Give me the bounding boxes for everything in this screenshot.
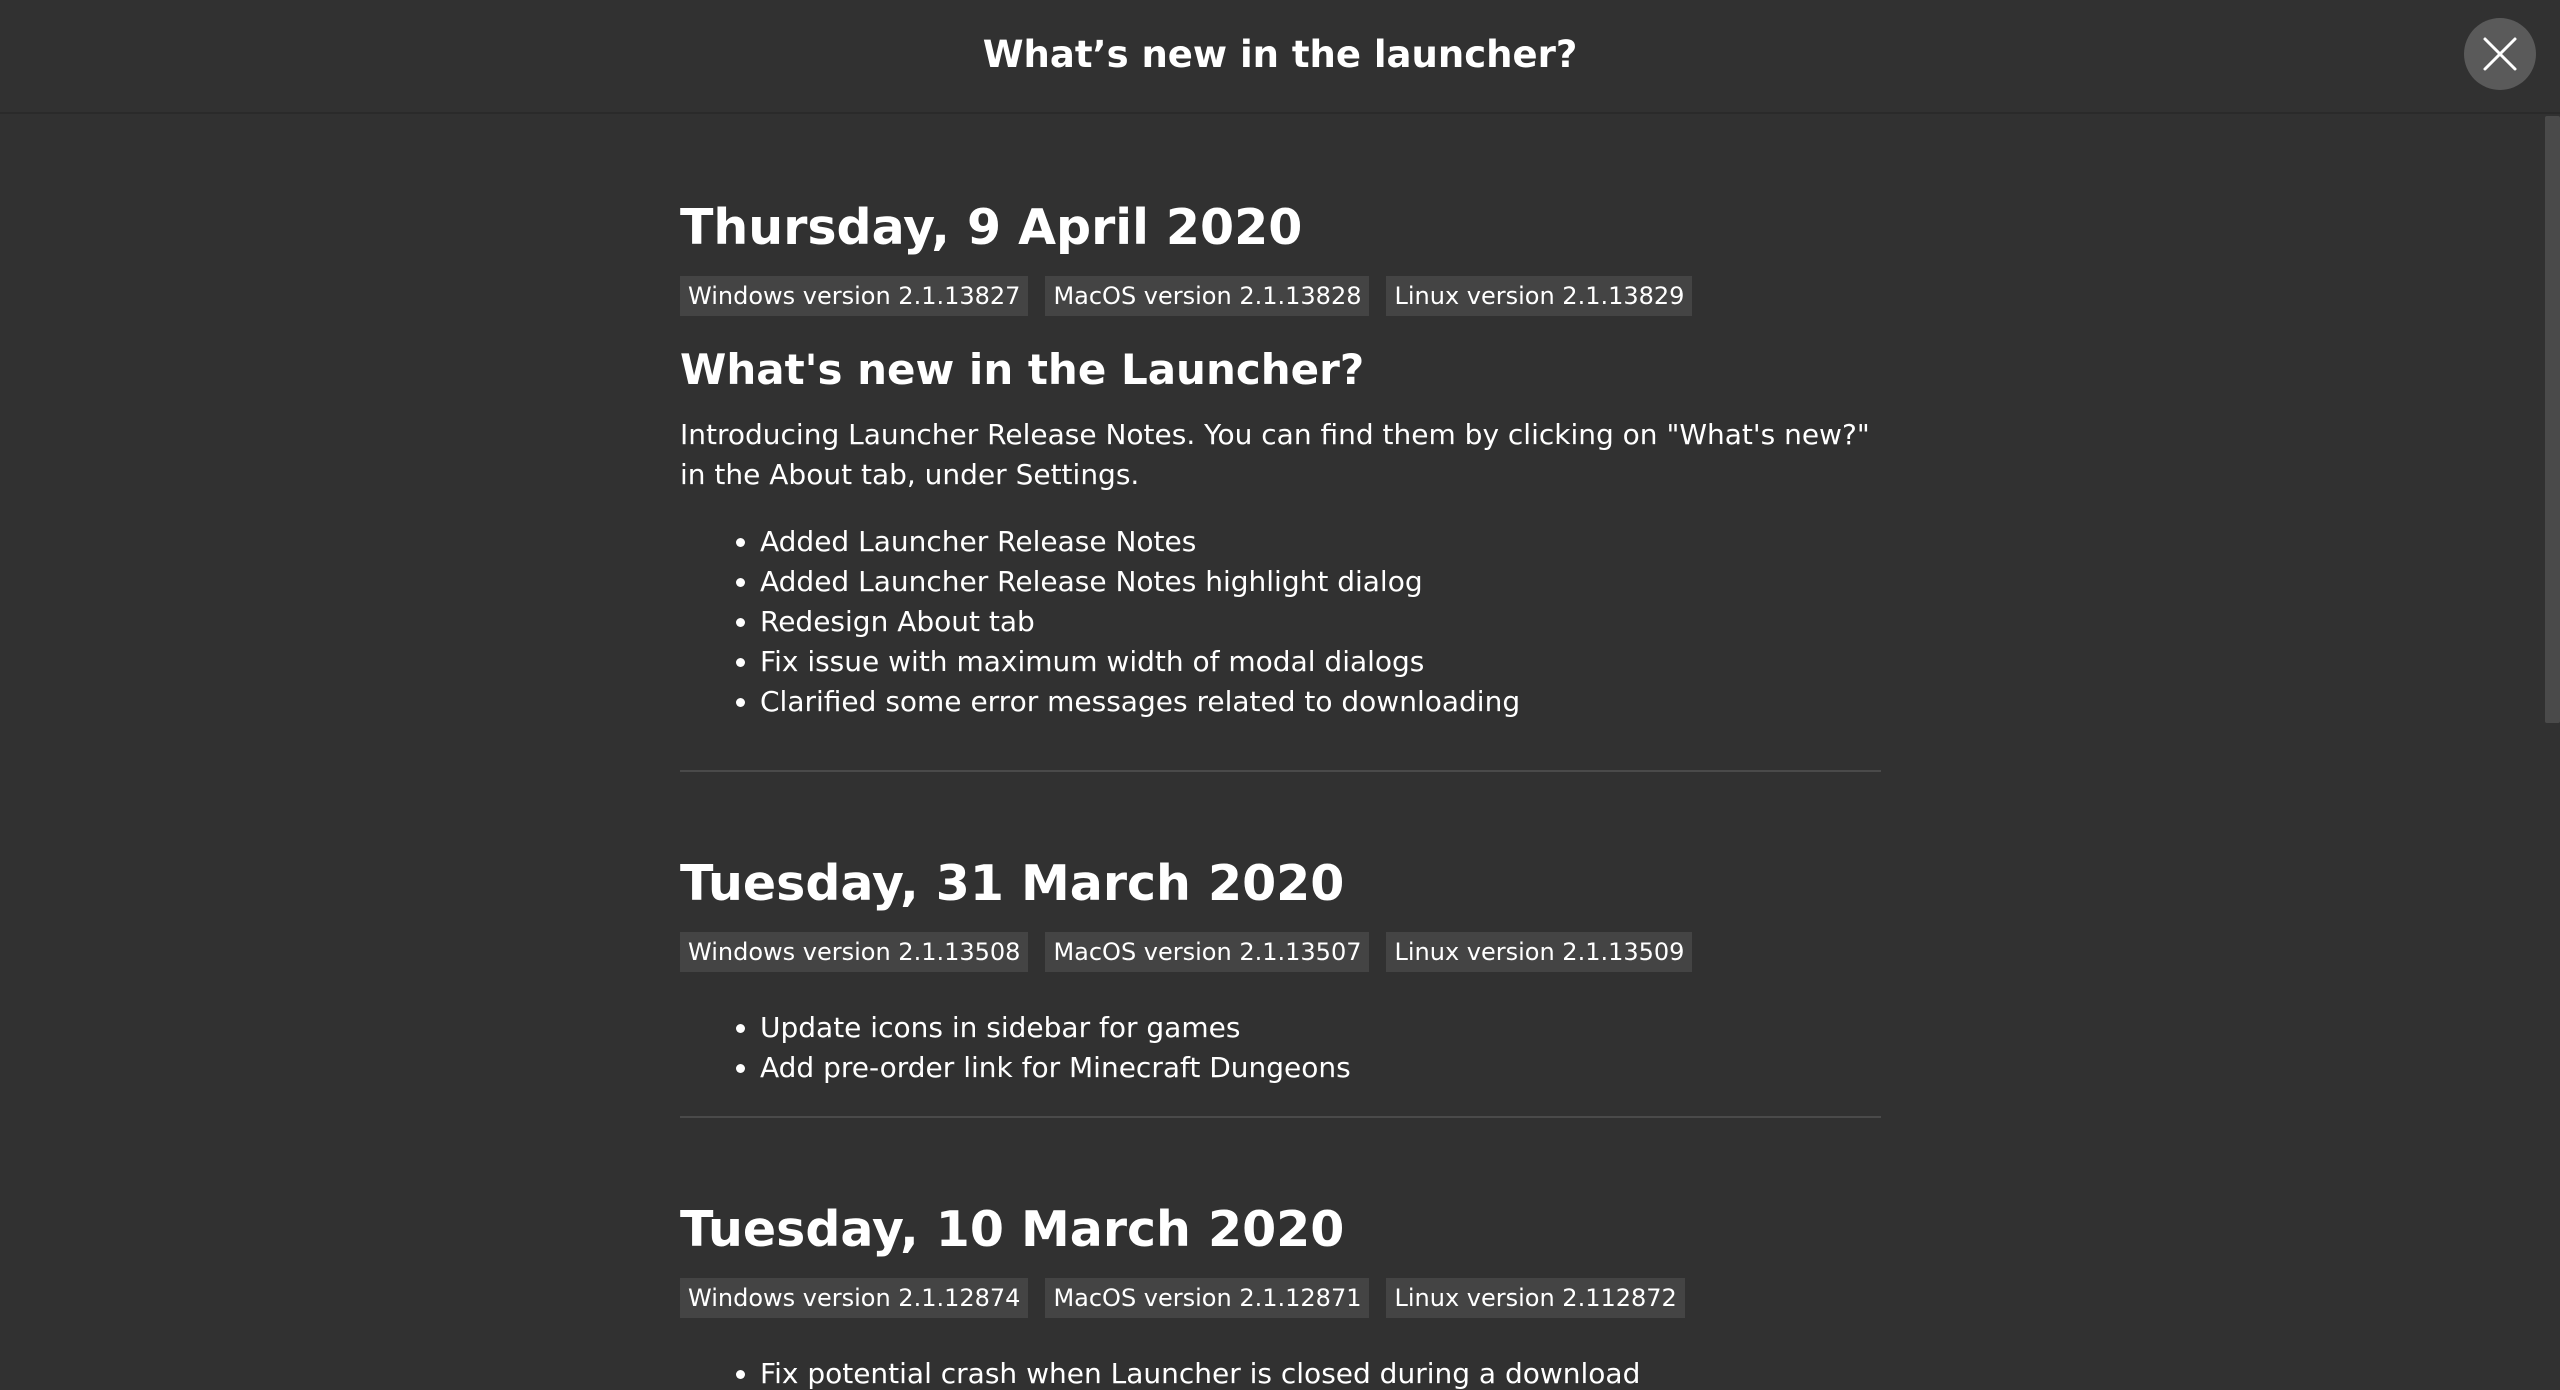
change-item: • Fix potential crash when Launcher is closed during a download [760,1354,1881,1390]
release-date: Tuesday, 31 March 2020 [680,855,1345,912]
release-notes-list [680,116,1881,1390]
macos-version-badge: MacOS version 2.1.13507 [1045,932,1369,972]
close-button[interactable] [2464,18,2536,90]
linux-version-badge: Linux version 2.112872 [1386,1278,1684,1318]
release-date: Tuesday, 10 March 2020 [680,1201,1345,1258]
version-badges [680,1278,1881,1318]
release-intro: Introducing Launcher Release Notes. You can find them by clicking on "What's new?" in the About tab, under Settings. [680,418,1870,491]
change-item: • Update icons in sidebar for games [760,1008,1881,1048]
change-list [680,1354,1881,1390]
change-item: • Clarified some error messages related to downloading [760,682,1881,722]
dialog-header [0,0,2560,114]
release-notes-scroll-area[interactable] [0,116,2560,1390]
windows-version-badge: Windows version 2.1.13508 [680,932,1028,972]
windows-version-badge: Windows version 2.1.12874 [680,1278,1028,1318]
change-item: • Fix issue with maximum width of modal dialogs [760,642,1881,682]
section-heading: What's new in the Launcher? [680,345,1365,394]
scrollbar-thumb[interactable] [2545,116,2560,723]
macos-version-badge: MacOS version 2.1.13828 [1045,276,1369,316]
release-date: Thursday, 9 April 2020 [680,199,1303,256]
dialog-title: What’s new in the launcher? [982,33,1578,76]
change-list [680,522,1881,722]
change-list [680,1008,1881,1088]
linux-version-badge: Linux version 2.1.13829 [1386,276,1692,316]
close-icon [2482,36,2518,72]
change-item: • Redesign About tab [760,602,1881,642]
windows-version-badge: Windows version 2.1.13827 [680,276,1028,316]
release-entry [680,772,1881,1118]
change-item: • Added Launcher Release Notes [760,522,1881,562]
version-badges [680,932,1881,972]
macos-version-badge: MacOS version 2.1.12871 [1045,1278,1369,1318]
change-item: • Added Launcher Release Notes highlight dialog [760,562,1881,602]
release-entry [680,1118,1881,1390]
linux-version-badge: Linux version 2.1.13509 [1386,932,1692,972]
change-item: • Add pre-order link for Minecraft Dungeons [760,1048,1881,1088]
release-entry [680,116,1881,772]
version-badges [680,276,1881,316]
